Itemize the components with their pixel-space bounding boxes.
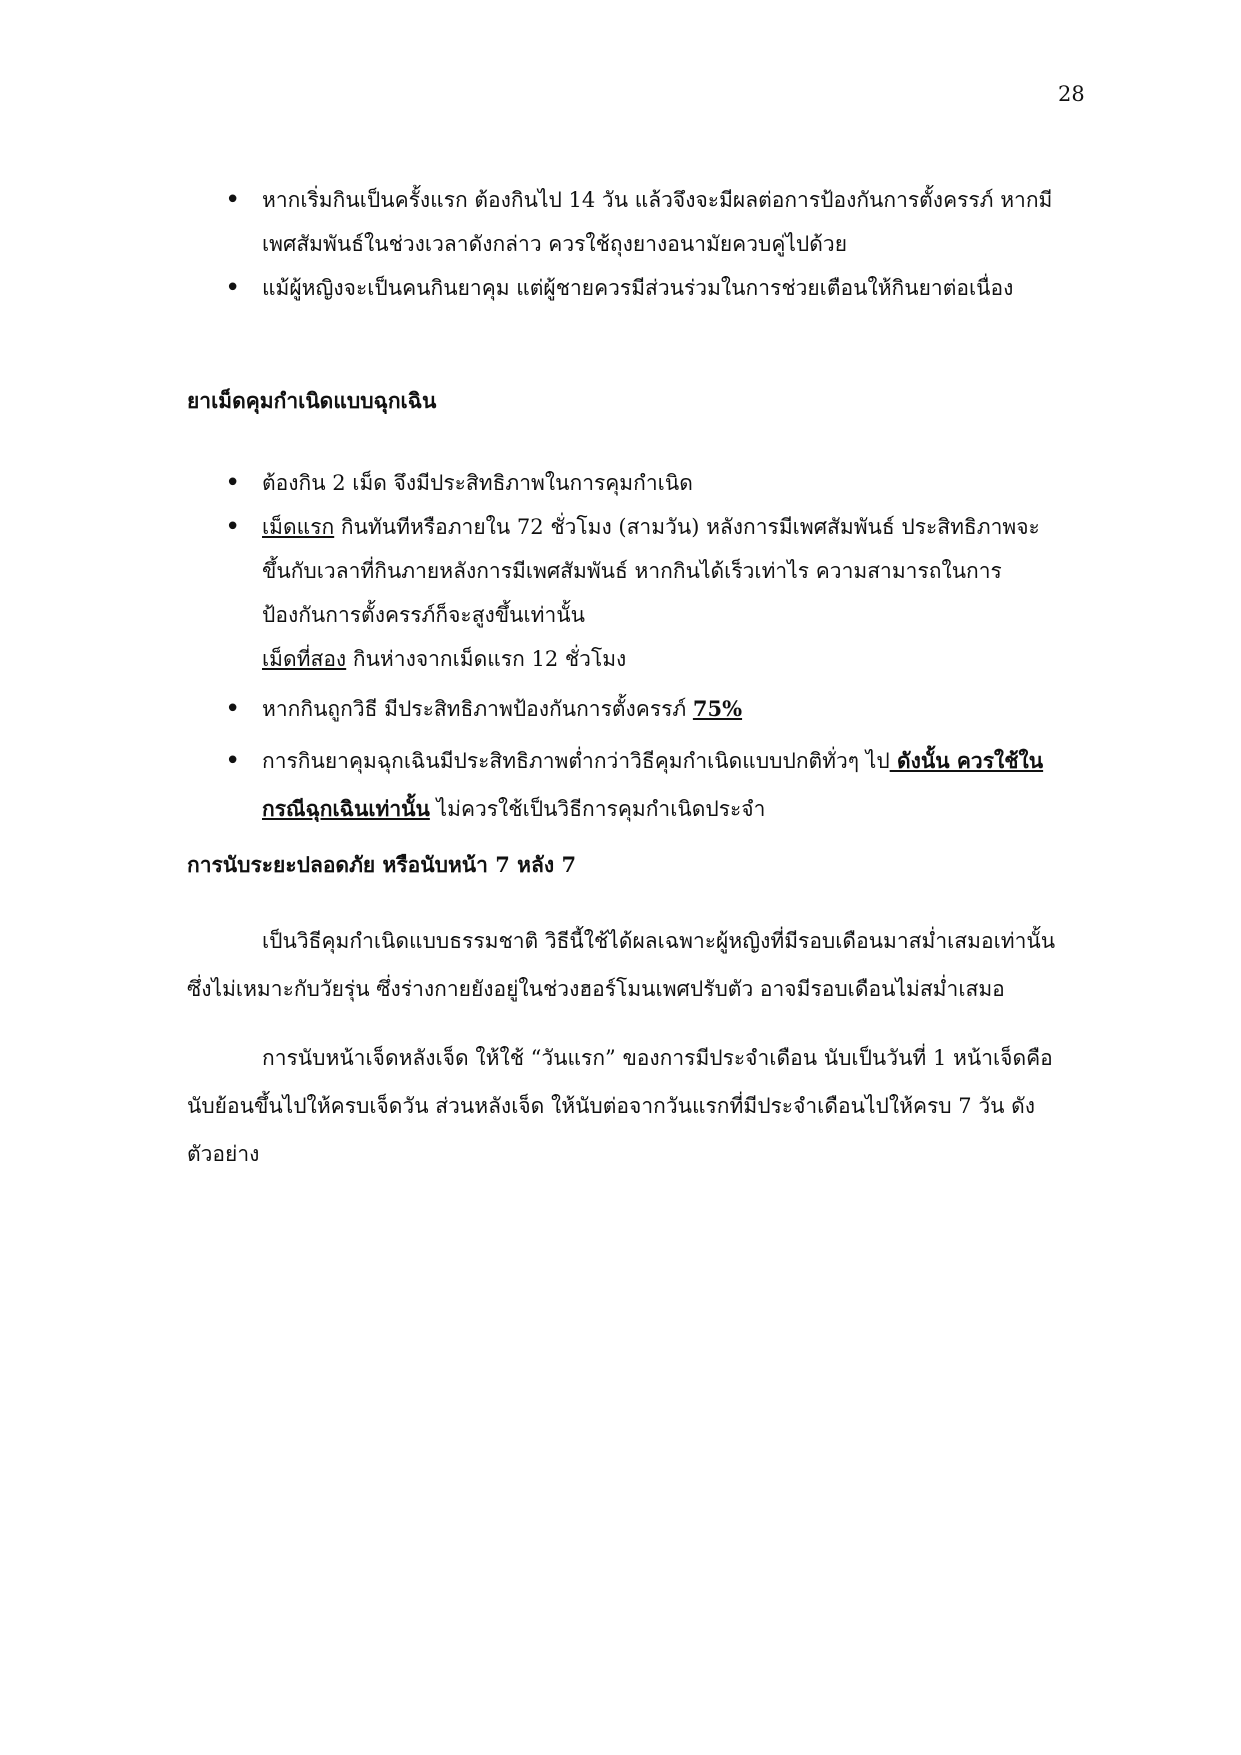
list-item-text-line: ขึ้นกับเวลาที่กินภายหลังการมีเพศสัมพันธ์ หากกินได้เร็วเท่าไร ความสามารถในการ — [262, 559, 1002, 583]
bullet-icon: • — [225, 512, 241, 542]
list-item — [187, 505, 1057, 681]
list-item-text: ต้องกิน 2 เม็ด จึงมีประสิทธิภาพในการคุมกำเนิด — [262, 471, 693, 495]
bullet-list-pill-instructions — [187, 178, 1057, 310]
bullet-icon: • — [225, 468, 241, 498]
list-item — [187, 687, 1057, 731]
list-item-text: การกินยาคุมฉุกเฉินมีประสิทธิภาพต่ำกว่าวิธีคุมกำเนิดแบบปกติทั่วๆ ไป — [262, 749, 890, 773]
list-item-text: ไม่ควรใช้เป็นวิธีการคุมกำเนิดประจำ — [429, 797, 766, 821]
list-item-text-line: กินทันทีหรือภายใน 72 ชั่วโมง (สามวัน) หลังการมีเพศสัมพันธ์ ประสิทธิภาพจะ — [334, 515, 1040, 539]
bullet-icon: • — [225, 185, 241, 215]
list-item — [187, 266, 1057, 310]
paragraph: การนับหน้าเจ็ดหลังเจ็ด ให้ใช้ “วันแรก” ของการมีประจำเดือน นับเป็นวันที่ 1 หน้าเจ็ดคือ นับย้อนขึ้นไปให้ครบเจ็ดวัน ส่วนหลังเจ็ด ให้นับต่อจากวันแรกที่มีประจำเดือนไปให้ครบ 7 วัน ดังตัวอย่าง — [187, 1046, 1053, 1166]
list-item — [187, 178, 1057, 266]
list-item-text-line: หากเริ่มกินเป็นครั้งแรก ต้องกินไป 14 วัน แล้วจึงจะมีผลต่อการป้องกันการตั้งครรภ์ หากมี — [262, 188, 1053, 212]
page-number: 28 — [1058, 82, 1085, 106]
list-item — [187, 461, 1057, 505]
second-pill-label: เม็ดที่สอง — [262, 647, 347, 671]
first-pill-label: เม็ดแรก — [262, 515, 335, 539]
list-item-text-line: กินห่างจากเม็ดแรก 12 ชั่วโมง — [346, 647, 627, 671]
list-item-text-line: แม้ผู้หญิงจะเป็นคนกินยาคุม แต่ผู้ชายควรมีส่วนร่วมในการช่วยเตือนให้กินยาต่อเนื่อง — [262, 276, 1014, 300]
section-heading-emergency-pill: ยาเม็ดคุมกำเนิดแบบฉุกเฉิน — [187, 388, 437, 413]
bullet-icon: • — [225, 746, 241, 776]
document-body — [187, 178, 1057, 1199]
paragraph: เป็นวิธีคุมกำเนิดแบบธรรมชาติ วิธีนี้ใช้ได้ผลเฉพาะผู้หญิงที่มีรอบเดือนมาสม่ำเสมอเท่านั้น ซึ่งไม่เหมาะกับวัยรุ่น ซึ่งร่างกายยังอยู่ในช่วงฮอร์โมนเพศปรับตัว อาจมีรอบเดือนไม่สม่ำเสมอ — [187, 929, 1056, 1001]
bullet-icon: • — [225, 694, 241, 724]
list-item-text: หากกินถูกวิธี มีประสิทธิภาพป้องกันการตั้งครรภ์ — [262, 697, 693, 721]
emphasis-text: ดังนั้น ควรใช้ใน — [889, 748, 1044, 773]
bullet-icon: • — [225, 273, 241, 303]
bullet-list-emergency-pill — [187, 461, 1057, 833]
list-item-text-line: ป้องกันการตั้งครรภ์ก็จะสูงขึ้นเท่านั้น — [262, 603, 585, 627]
list-item-text-line: เพศสัมพันธ์ในช่วงเวลาดังกล่าว ควรใช้ถุงยางอนามัยควบคู่ไปด้วย — [262, 232, 847, 256]
section-heading-safe-period: การนับระยะปลอดภัย หรือนับหน้า 7 หลัง 7 — [187, 852, 577, 877]
effectiveness-percent: 75% — [692, 696, 743, 721]
list-item — [187, 737, 1057, 833]
emphasis-text: กรณีฉุกเฉินเท่านั้น — [262, 796, 430, 821]
